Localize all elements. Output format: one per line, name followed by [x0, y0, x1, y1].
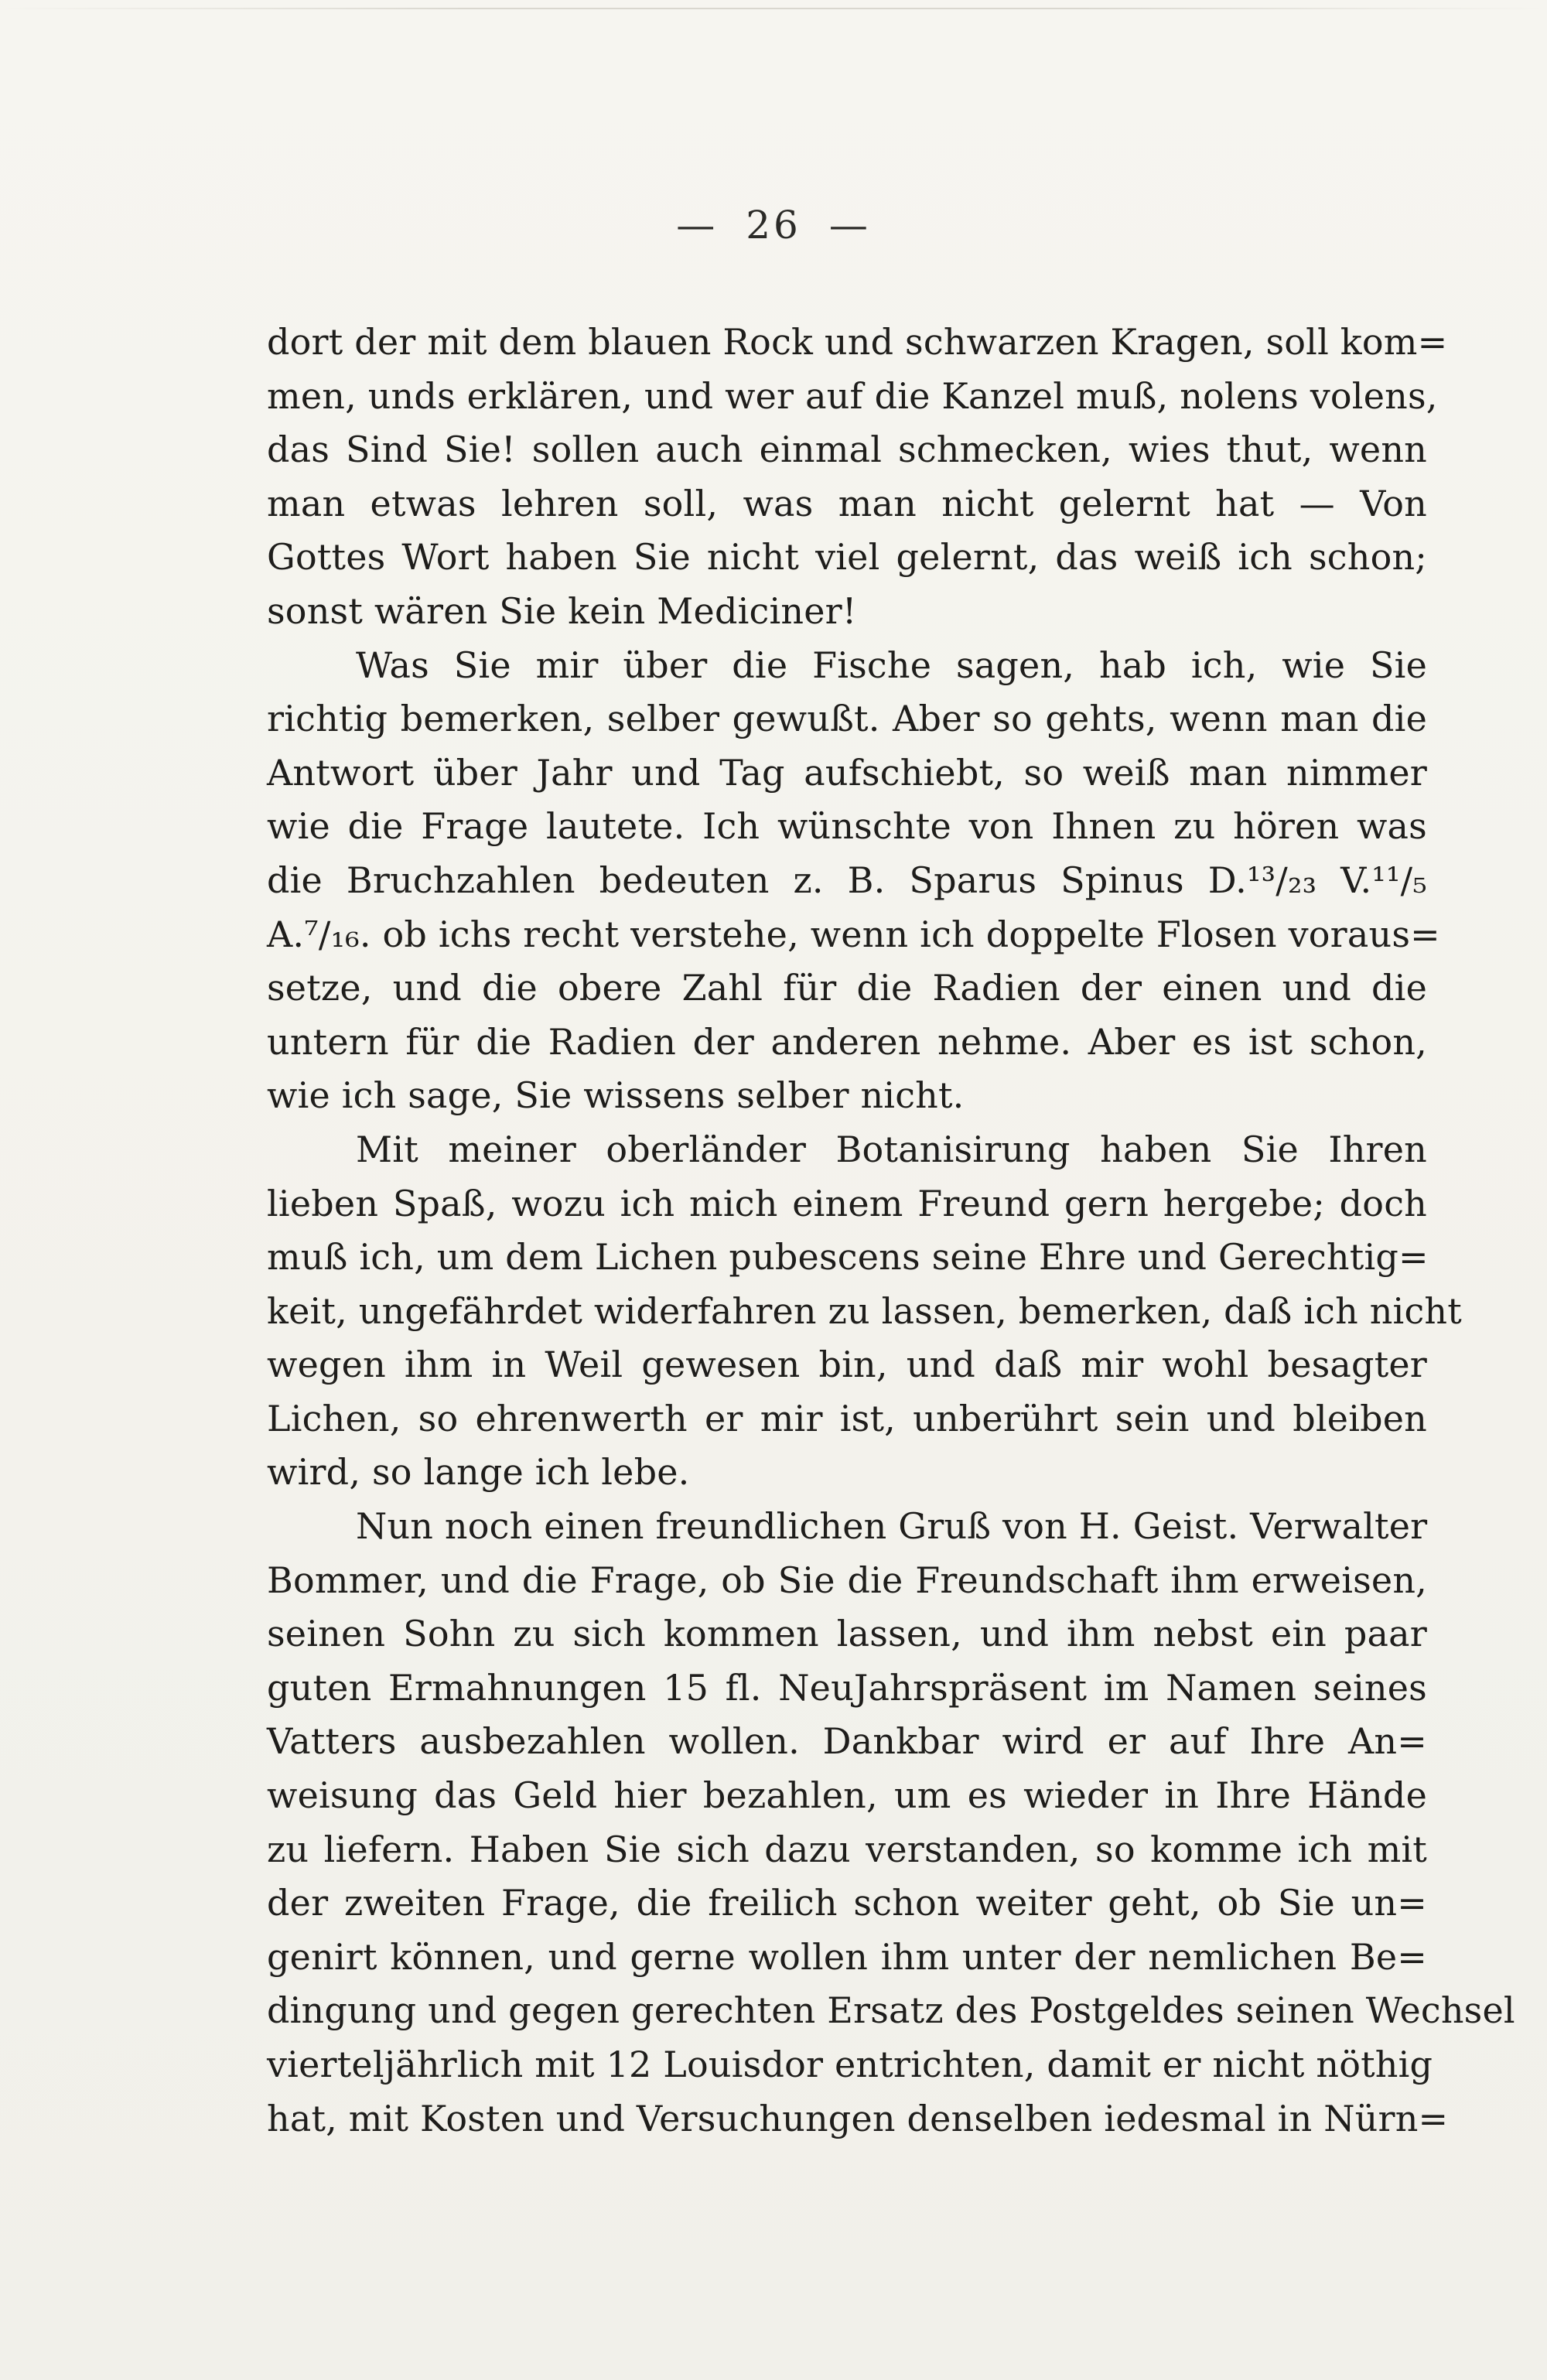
page-number-dash-right: —	[828, 203, 871, 248]
text-line: wie ich sage, Sie wissens selber nicht.	[267, 1074, 965, 1117]
text-line: Bommer, und die Frage, ob Sie die Freundschaft ihm erweisen,	[267, 1559, 1427, 1601]
page-number	[0, 203, 1547, 248]
text-line: Lichen, so ehrenwerth er mir ist, unberührt sein und bleiben	[267, 1397, 1427, 1439]
text-line: weisung das Geld hier bezahlen, um es wieder in Ihre Hände	[267, 1774, 1427, 1817]
text-line: A.⁷/₁₆. ob ichs recht verstehe, wenn ich doppelte Flosen voraus=	[267, 913, 1440, 955]
paragraph	[267, 316, 1448, 639]
text-line: der zweiten Frage, die freilich schon weiter geht, ob Sie un=	[267, 1882, 1427, 1924]
text-line: Nun noch einen freundlichen Gruß von H. Geist. Verwalter	[356, 1505, 1428, 1548]
body-text	[267, 316, 1515, 2146]
text-line: zu liefern. Haben Sie sich dazu verstanden, so komme ich mit	[267, 1828, 1427, 1870]
page-number-dash-left: —	[676, 203, 719, 248]
text-line: richtig bemerken, selber gewußt. Aber so gehts, wenn man die	[267, 698, 1427, 740]
top-edge-divider	[0, 8, 1547, 9]
text-line: Vatters ausbezahlen wollen. Dankbar wird er auf Ihre An=	[267, 1720, 1427, 1763]
text-line: vierteljährlich mit 12 Louisdor entrichten, damit er nicht nöthig	[267, 2044, 1433, 2085]
text-line: setze, und die obere Zahl für die Radien der einen und die	[267, 967, 1427, 1009]
text-line: die Bruchzahlen bedeuten z. B. Sparus Spinus D.¹³/₂₃ V.¹¹/₅	[267, 859, 1427, 901]
text-line: guten Ermahnungen 15 fl. NeuJahrspräsent im Namen seines	[267, 1666, 1427, 1709]
text-line: Antwort über Jahr und Tag aufschiebt, so weiß man nimmer	[267, 751, 1427, 794]
text-line: das Sind Sie! sollen auch einmal schmecken, wies thut, wenn	[267, 429, 1427, 471]
text-line: dingung und gegen gerechten Ersatz des Postgeldes seinen Wechsel	[267, 1989, 1515, 2032]
text-line: Mit meiner oberländer Botanisirung haben Sie Ihren	[356, 1128, 1427, 1170]
text-line: man etwas lehren soll, was man nicht gelernt hat — Von	[267, 482, 1427, 524]
text-line: dort der mit dem blauen Rock und schwarzen Kragen, soll kom=	[267, 321, 1448, 363]
paragraph	[267, 1123, 1462, 1500]
text-line: sonst wären Sie kein Mediciner!	[267, 589, 857, 632]
text-line: wegen ihm in Weil gewesen bin, und daß mir wohl besagter	[267, 1344, 1427, 1386]
text-line: muß ich, um dem Lichen pubescens seine Ehre und Gerechtig=	[267, 1236, 1429, 1279]
text-line: hat, mit Kosten und Versuchungen denselben iedesmal in Nürn=	[267, 2097, 1449, 2139]
page-number-value: 26	[746, 203, 801, 248]
text-line: Was Sie mir über die Fische sagen, hab ich, wie Sie	[356, 644, 1427, 686]
paragraph	[267, 1500, 1515, 2146]
text-line: lieben Spaß, wozu ich mich einem Freund gern hergebe; doch	[267, 1182, 1427, 1224]
text-line: wie die Frage lautete. Ich wünschte von Ihnen zu hören was	[267, 805, 1427, 848]
text-line: seinen Sohn zu sich kommen lassen, und ihm nebst ein paar	[267, 1613, 1427, 1655]
text-line: men, unds erklären, und wer auf die Kanzel muß, nolens volens,	[267, 374, 1438, 417]
text-line: wird, so lange ich lebe.	[267, 1451, 690, 1494]
text-line: Gottes Wort haben Sie nicht viel gelernt, das weiß ich schon;	[267, 536, 1427, 579]
text-line: genirt können, und gerne wollen ihm unter der nemlichen Be=	[267, 1935, 1427, 1978]
paragraph	[267, 639, 1440, 1123]
text-line: keit, ungefährdet widerfahren zu lassen, bemerken, daß ich nicht	[267, 1289, 1462, 1332]
text-line: untern für die Radien der anderen nehme. Aber es ist schon,	[267, 1020, 1427, 1063]
